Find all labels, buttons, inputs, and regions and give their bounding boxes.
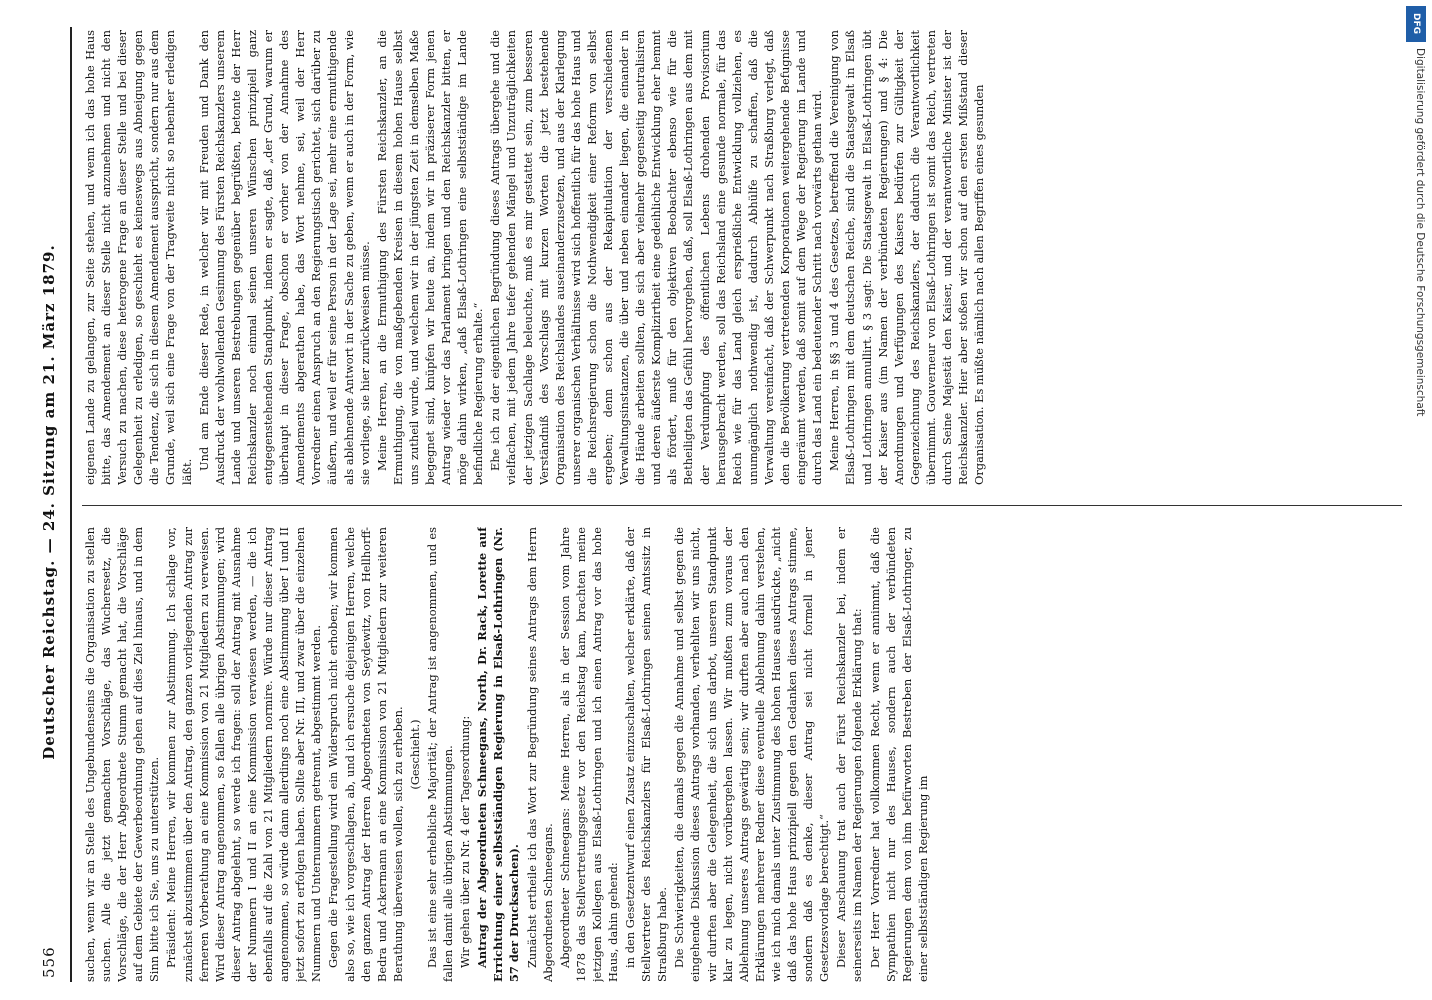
paragraph: (Geschieht.): [407, 719, 422, 790]
paragraph: eigenen Lande zu gelangen, zur Seite stehen, und wenn ich das hohe Haus bitte, das Amendement an dieser Stelle nicht anzunehmen und nicht den Versuch zu machen, diese heterogene Frage an dieser Stelle und bei dieser Gelegenheit zu erledigen, so geschieht es keineswegs aus Abneigung gegen die Tendenz, die sich in diesem Amendement ausspricht, sondern nur aus dem Grunde, weil sich eine Frage von der Tragweite nicht so nebenher erledigen läßt.: [83, 30, 194, 485]
running-head: Deutscher Reichstag. — 24. Sitzung am 21. März 1879.: [40, 244, 58, 760]
paragraph: Dieser Anschauung trat auch der Fürst Reichskanzler bei, indem er seinerseits im Namen der Regierungen folgende Erklärung that:: [834, 527, 865, 982]
paragraph: Meine Herren, in §§ 3 und 4 des Gesetzes, betreffend die Vereinigung von Elsaß-Lothringen mit dem deutschen Reiche, sind die Staatsgewalt in Elsaß und Lothringen annullirt. § 3 sagt: Die Staatsgewalt in Elsaß-Lothringen übt der Kaiser aus (im Namen der verbündeten Regierungen) und § 4: Die Anordnungen und Verfügungen des Kaisers bedürfen zur Gültigkeit der Gegenzeichnung des Reichskanzlers, der dadurch die Verantwortlichkeit übernimmt. Gouverneur von Elsaß-Lothringen ist somit das Reich, vertreten durch Seine Majestät den Kaiser, und der verantwortliche Minister ist der Reichskanzler. Hier aber stoßen wir schon auf den ersten Mißstand dieser Organisation. Es müßte nämlich nach allen Begriffen eines gesunden: [827, 30, 987, 485]
right-column: [82, 30, 1402, 485]
paragraph: Ehe ich zu der eigentlichen Begründung dieses Antrags übergehe und die vielfachen, mit jedem Jahre tiefer gehenden Mängel und Unzuträglichkeiten der jetzigen Sachlage beleuchte, muß es mir gestattet sein, zum besseren Verständniß des Vorschlags mit kurzen Worten die jetzt bestehende Organisation des Reichslandes auseinanderzusetzen, und aus der Klarlegung unserer organischen Verhältnisse wird sich hoffentlich für das hohe Haus und die Reichsregierung schon die Nothwendigkeit einer Reform von selbst ergeben; denn schon aus der Rekapitulation der verschiedenen Verwaltungsinstanzen, die über und neben einander liegen, die einander in die Hände arbeiten sollten, die sich aber vielmehr gegenseitig neutralisiren und deren äußerste Komplizirtheit eine gedeihliche Entwicklung eher hemmt als fördert, muß für den objektiven Beobachter ebenso wie für die Betheiligten das Gefühl hervorgehen, daß, soll Elsaß-Lothringen aus dem mit der Verdumpfung des öffentlichen Lebens drohenden Provisorium herausgebracht werden, soll das Reichsland eine gesunde normale, für das Reich wie für das Land gleich ersprießliche Entwicklung vollziehen, es unumgänglich nothwendig ist, dadurch Abhülfe zu schaffen, daß die Verwaltung vereinfacht, daß der Schwerpunkt nach Straßburg verlegt, daß den die Bevölkerung vertretenden Korporationen weitergehende Befugnisse eingeräumt werden, daß somit auf dem Wege der Regierung im Lande und durch das Land ein bedeutender Schritt nach vorwärts gethan wird.: [488, 30, 825, 485]
paragraph: Meine Herren, an die Ermuthigung des Fürsten Reichskanzler, an die Ermuthigung, die von maßgebenden Kreisen in diesem hohen Hause selbst uns zutheil wurde, und welchem wir in der jüngsten Zeit in demselben Maße begegnet sind, knüpfen wir heute an, indem wir in präziserer Form jenen Antrag wieder vor das Parlament bringen und den Reichskanzler bitten, er möge dahin wirken, „daß Elsaß-Lothringen eine selbstständige im Lande befindliche Regierung erhalte.“: [374, 30, 486, 485]
paragraph: in den Gesetzentwurf einen Zusatz einzuschalten, welcher erklärte, daß der Stellvertreter des Reichskanzlers für Elsaß-Lothringen seinen Amtssitz in Straßburg habe.: [623, 527, 670, 982]
left-column: [82, 527, 1402, 982]
paragraph: Und am Ende dieser Rede, in welcher wir mit Freuden und Dank den Ausdruck der wohlwollenden Gesinnung des Fürsten Reichskanzlers unserem Lande und unseren Bestrebungen gegenüber begrüßten, betonte der Herr Reichskanzler noch einmal seinen unseren Wünschen prinzipiell ganz entgegenstehenden Standpunkt, indem er sagte, daß „der Grund, warum er überhaupt in dieser Frage, obschon er vorher von der Annahme des Amendements abgerathen habe, das Wort nehme, sei, weil der Herr Vorredner einen Anspruch an den Regierungstisch gerichtet, sich darüber zu äußern, und weil er für seine Person in der Lage sei, mehr eine ermuthigende als ablehnende Antwort in der Sache zu geben, wenn er auch in der Form, wie sie vorliege, sie hier zurückweisen müsse.: [196, 30, 372, 485]
paragraph: Gegen die Fragestellung wird ein Widerspruch nicht erhoben; wir kommen also so, wie ich vorgeschlagen, ab, und ich ersuche diejenigen Herren, welche den ganzen Antrag der Herren Abgeordneten von Seydewitz, von Hellhorff-Bedra und Ackermann an eine Kommission von 21 Mitgliedern zur weiteren Berathung überweisen wollen, sich zu erheben.: [326, 527, 405, 982]
paragraph: Das ist eine sehr erhebliche Majorität; der Antrag ist angenommen, und es fallen damit alle übrigen Abstimmungen.: [424, 527, 456, 982]
page-header: [40, 27, 70, 982]
paragraph: Präsident: Meine Herren, wir kommen zur Abstimmung. Ich schlage vor, zunächst abzustimmen über den Antrag, den ganzen vorliegenden Antrag zur ferneren Vorberathung an eine Kommission von 21 Mitgliedern zu verweisen. Wird dieser Antrag angenommen, so fallen alle übrigen Abstimmungen; wird dieser Antrag abgelehnt, so werde ich fragen: soll der Antrag mit Ausnahme der Nummern I und II an eine Kommission verwiesen werden, — die ich ebenfalls auf die Zahl von 21 Mitgliedern normire. Würde nur dieser Antrag angenommen, so würde dann allerdings noch eine Abstimmung über I und II jetzt sofort zu erfolgen haben. Sollte aber Nr. III, und zwar über die einzelnen Nummern und Unternummern getrennt, abgestimmt werden.: [164, 527, 324, 982]
paragraph: Zunächst ertheile ich das Wort zur Begründung seines Antrags dem Herrn Abgeordneten Schneegans.: [524, 527, 555, 982]
paragraph: Abgeordneter Schneegans: Meine Herren, als in der Session vom Jahre 1878 das Stellvertretungsgesetz vor den Reichstag kam, brachten meine jetzigen Kollegen aus Elsaß-Lothringen und ich einen Antrag vor das hohe Haus, dahin gehend:: [557, 527, 620, 982]
paragraph: Wir gehen über zu Nr. 4 der Tagesordnung:: [458, 715, 473, 968]
paragraph: Der Herr Vorredner hat vollkommen Recht, wenn er annimmt, daß die Sympathien nicht nur des Hauses, sondern auch der verbündeten Regierungen dem von ihm befürworten Bestreben der Elsaß-Lothringer, zu einer selbstständigen Regierung im: [867, 527, 930, 982]
agenda-item-title: Antrag der Abgeordneten Schneegans, North, Dr. Rack, Lorette auf Errichtung einer selbstständigen Regierung in Elsaß-Lothringen (Nr. 57 der Drucksachen).: [475, 527, 522, 982]
digitization-note: [1400, 0, 1430, 1000]
page-number: 556: [40, 946, 58, 978]
header-rule: [70, 27, 72, 982]
column-separator: [82, 505, 1402, 506]
dfg-logo: DFG: [1406, 6, 1426, 42]
page-frame: [40, 27, 1410, 982]
dfg-credit-text: Digitalisierung gefördert durch die Deutsche Forschungsgemeinschaft: [1414, 48, 1426, 417]
paragraph: suchen, wenn wir an Stelle des Ungebundenseins die Organisation zu stellen suchen. Alle die jetzt gemachten Vorschläge, das Wucheresetz, die Vorschläge, die der Herr Abgeordnete Stumm gemacht hat, die Vorschläge auf dem Gebiete der Gewerbeordnung gehen auf dies Ziel hinaus, und in dem Sinn bitte ich Sie, uns zu unterstützen.: [83, 527, 162, 982]
paragraph: Die Schwierigkeiten, die damals gegen die Annahme und selbst gegen die eingehende Diskussion dieses Antrags vorhanden, verhehlten wir uns nicht, wir durften aber die Gelegenheit, die sich uns darbot, unseren Standpunkt klar zu legen, nicht vorübergehen lassen. Wir mußten zum voraus der Ablehnung unseres Antrags gewärtig sein; wir durften aber auch nach den Erklärungen mehrerer Redner diese eventuelle Ablehnung dahin verstehen, wie ich mich damals unter Zustimmung des hohen Hauses ausdrückte, „nicht daß das hohe Haus prinzipiell gegen den Gedanken dieses Antrags stimme, sondern daß es denke, dieser Antrag sei nicht formell in jener Gesetzesvorlage berechtigt.“: [672, 527, 832, 982]
